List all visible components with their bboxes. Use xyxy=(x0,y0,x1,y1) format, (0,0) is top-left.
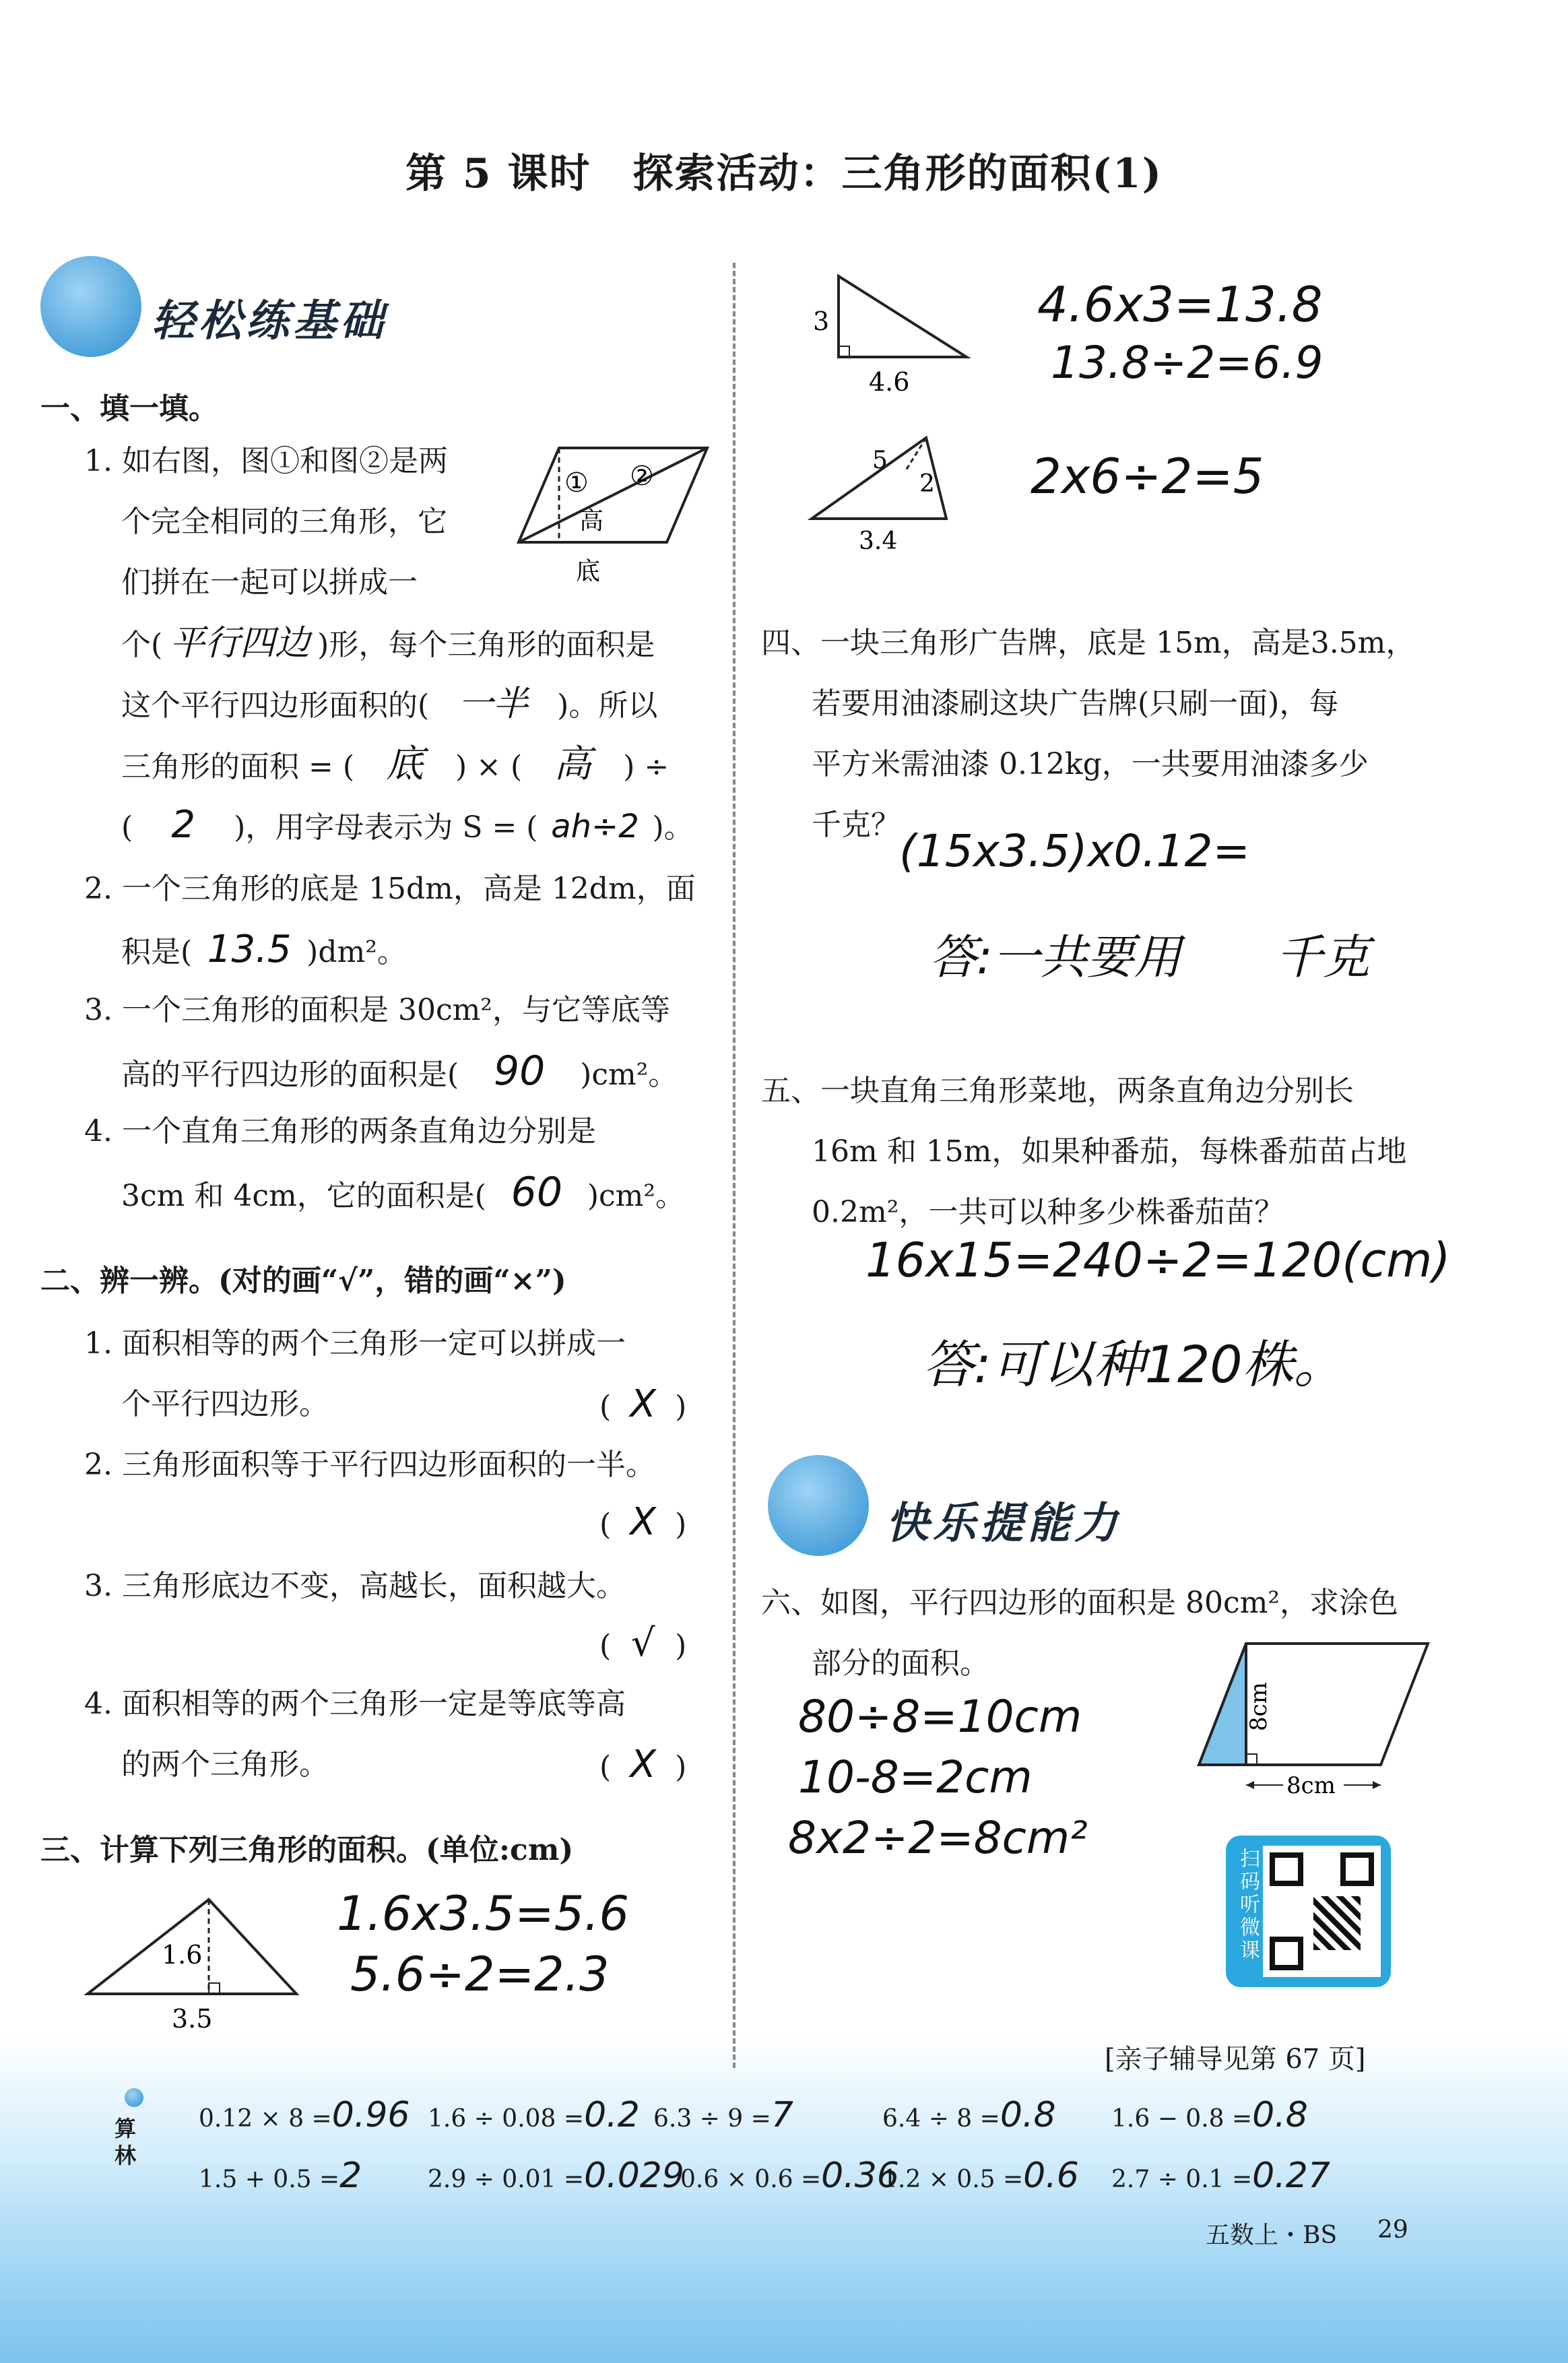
q3-line2: 高的平行四边形的面积是( 90 )cm²。 xyxy=(121,1041,678,1105)
t2-work-1: 4.6x3=13.8 xyxy=(1037,276,1323,333)
judge1-line1: 1. 面积相等的两个三角形一定可以拼成一 xyxy=(84,1326,626,1361)
column-divider xyxy=(733,263,736,2068)
part4-work-1: (15x3.5)x0.12= xyxy=(899,825,1250,877)
q4-line2: 3cm 和 4cm，它的面积是( 60 )cm²。 xyxy=(121,1162,685,1227)
qr-code-icon xyxy=(1263,1846,1381,1977)
book-label: 五数上・BS xyxy=(1206,2222,1338,2249)
triangle-figure-3 xyxy=(805,431,980,559)
part5-line1: 五、一块直角三角形菜地，两条直角边分别长 xyxy=(761,1074,1354,1108)
parallelogram-figure xyxy=(512,441,714,596)
part6-line1: 六、如图，平行四边形的面积是 80cm²，求涂色 xyxy=(761,1586,1398,1620)
boy-mascot-icon xyxy=(40,256,141,357)
section-title-basics: 轻松练基础 xyxy=(152,296,387,346)
q3-line1: 3. 一个三角形的面积是 30cm²，与它等底等 xyxy=(84,993,670,1027)
part6-work-1: 80÷8=10cm xyxy=(798,1691,1082,1743)
judge1-mark: X xyxy=(630,1382,656,1426)
q1-line5: 这个平行四边形面积的( 一半 )。所以 xyxy=(121,674,657,736)
fig-label-1: ① xyxy=(564,467,589,498)
judge2-line1: 2. 三角形面积等于平行四边形面积的一半。 xyxy=(84,1448,655,1482)
triangle-figure-2 xyxy=(805,269,993,404)
part4-line3: 平方米需油漆 0.12kg，一共要用油漆多少 xyxy=(812,747,1369,781)
t2-work-2: 13.8÷2=6.9 xyxy=(1051,337,1324,389)
section-title-ability: 快乐提能力 xyxy=(886,1498,1121,1549)
t1-work-1: 1.6x3.5=5.6 xyxy=(337,1886,630,1941)
fig-label-height: 高 xyxy=(579,507,604,535)
calc-item: 2.9 ÷ 0.01 =0.029 xyxy=(428,2156,684,2196)
part5-work-2: 答:可以种120株。 xyxy=(923,1334,1345,1394)
footer-background xyxy=(0,2034,1568,2363)
t1-work-2: 5.6÷2=2.3 xyxy=(350,1947,610,2002)
calc-item: 1.2 × 0.5 =0.6 xyxy=(882,2156,1079,2196)
calc-item: 2.7 ÷ 0.1 =0.27 xyxy=(1111,2156,1330,2196)
part4-line1: 四、一块三角形广告牌，底是 15m，高是3.5m， xyxy=(761,626,1416,660)
t3-height-label: 2 xyxy=(919,470,935,498)
judge4-line1: 4. 面积相等的两个三角形一定是等底等高 xyxy=(84,1687,626,1721)
answer-two: 2 xyxy=(171,803,195,847)
judge4-line2: 的两个三角形。 xyxy=(121,1747,329,1782)
part6-work-2: 10-8=2cm xyxy=(798,1751,1033,1803)
parent-guide-note: [亲子辅导见第 67 页] xyxy=(1105,2044,1366,2075)
q4-line1: 4. 一个直角三角形的两条直角边分别是 xyxy=(84,1114,596,1148)
answer-formula: ah÷2 xyxy=(551,808,639,845)
q2-line2: 积是( 13.5 )dm²。 xyxy=(121,919,407,983)
judge1-bracket: ( X ) xyxy=(599,1374,686,1437)
t3-base-label: 3.4 xyxy=(859,527,898,555)
shaded-parallelogram-figure xyxy=(1192,1637,1435,1805)
calc-item: 1.6 − 0.8 =0.8 xyxy=(1111,2095,1308,2135)
fig-label-base: 底 xyxy=(576,558,601,585)
calc-item: 6.3 ÷ 9 =7 xyxy=(653,2095,793,2135)
answer-height: 高 xyxy=(554,742,592,786)
part5-work-1: 16x15=240÷2=120(cm) xyxy=(865,1233,1451,1288)
t2-height-label: 3 xyxy=(813,306,830,336)
q1-line3: 们拼在一起可以拼成一 xyxy=(121,565,418,600)
calc-bullet-icon xyxy=(125,2088,143,2107)
part5-line3: 0.2m²，一共可以种多少株番茄苗？ xyxy=(812,1195,1284,1229)
q1-line7: ( 2 )，用字母表示为 S = ( ah÷2 )。 xyxy=(121,795,694,858)
page-title: 第 5 课时 探索活动：三角形的面积(1) xyxy=(405,150,1163,197)
t3-side-label: 5 xyxy=(872,447,888,474)
page-number: 29 xyxy=(1377,2216,1408,2244)
astronaut-mascot-icon xyxy=(768,1455,869,1556)
part6-line2: 部分的面积。 xyxy=(812,1646,989,1681)
calc-item: 6.4 ÷ 8 =0.8 xyxy=(882,2095,1056,2135)
calc-item: 1.6 ÷ 0.08 =0.2 xyxy=(428,2095,640,2135)
part1-heading: 一、填一填。 xyxy=(40,391,218,426)
p6-height-label: 8cm xyxy=(1245,1682,1272,1731)
q1-line2: 个完全相同的三角形，它 xyxy=(121,505,447,539)
calc-item: 0.12 × 8 =0.96 xyxy=(199,2095,410,2135)
answer-q3: 90 xyxy=(493,1047,546,1095)
t1-base-label: 3.5 xyxy=(172,2004,213,2034)
triangle-figure-1 xyxy=(81,1893,303,2048)
answer-shape: 平行四边 xyxy=(170,623,311,663)
part4-line2: 若要用油漆刷这块广告牌(只刷一面)，每 xyxy=(812,686,1339,721)
judge1-line2: 个平行四边形。 xyxy=(121,1387,329,1421)
judge2-bracket: ( X ) xyxy=(599,1492,686,1555)
q1-line4: 个( 平行四边 )形，每个三角形的面积是 xyxy=(121,613,655,676)
judge3-mark: √ xyxy=(630,1621,655,1665)
judge4-bracket: ( X ) xyxy=(599,1735,686,1798)
fig-label-2: ② xyxy=(630,461,654,492)
calc-item: 0.6 × 0.6 =0.36 xyxy=(680,2156,899,2196)
part3-heading: 三、计算下列三角形的面积。(单位:cm) xyxy=(40,1833,574,1867)
judge2-mark: X xyxy=(630,1500,656,1544)
part4-line4: 千克？ xyxy=(812,808,901,842)
qr-label: 扫码听微课 xyxy=(1236,1848,1260,1962)
t2-base-label: 4.6 xyxy=(869,367,910,397)
q1-line6: 三角形的面积 = ( 底 ) × ( 高 ) ÷ xyxy=(121,734,669,798)
q2-line1: 2. 一个三角形的底是 15dm，高是 12dm，面 xyxy=(84,872,696,906)
answer-half: 一半 xyxy=(458,684,529,724)
qr-code-panel[interactable] xyxy=(1226,1836,1391,1987)
judge3-bracket: ( √ ) xyxy=(599,1613,686,1677)
answer-q4: 60 xyxy=(511,1169,563,1216)
judge4-mark: X xyxy=(630,1743,656,1786)
answer-base: 底 xyxy=(386,742,424,786)
t1-height-label: 1.6 xyxy=(162,1940,203,1970)
p6-base-label: 8cm xyxy=(1286,1772,1336,1799)
calc-item: 1.5 + 0.5 =2 xyxy=(199,2156,362,2196)
q1-line1: 1. 如右图，图①和图②是两 xyxy=(84,444,448,478)
judge3-line1: 3. 三角形底边不变，高越长，面积越大。 xyxy=(84,1569,626,1603)
part2-heading: 二、辨一辨。(对的画“√”，错的画“×”) xyxy=(40,1264,566,1298)
part4-work-2: 答:一共要用 千克 xyxy=(929,930,1370,985)
answer-q2: 13.5 xyxy=(207,928,292,971)
calc-label: 算林 xyxy=(115,2116,137,2168)
t3-work: 2x6÷2=5 xyxy=(1031,448,1264,505)
part5-line2: 16m 和 15m，如果种番茄，每株番茄苗占地 xyxy=(812,1134,1407,1169)
part6-work-3: 8x2÷2=8cm² xyxy=(788,1812,1088,1864)
